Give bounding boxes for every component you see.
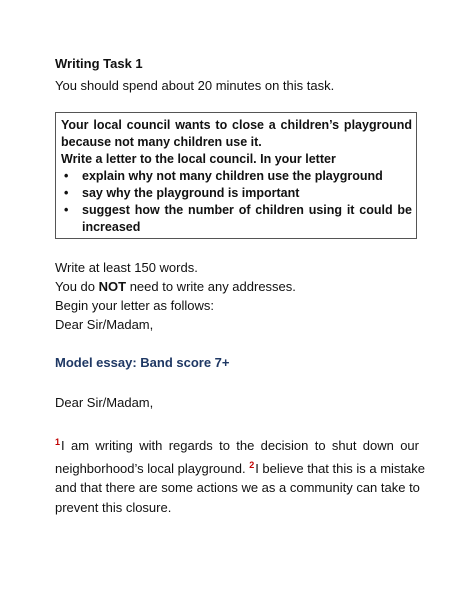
writing-instructions: [55, 258, 296, 334]
prompt-line-1: Your local council wants to close a children’s playground: [61, 118, 412, 132]
task-title: Writing Task 1: [55, 56, 143, 71]
essay-line: [55, 433, 419, 456]
essay-line: [55, 456, 426, 479]
task-prompt-box: [55, 112, 417, 239]
prompt-bullet-item: [61, 185, 412, 202]
prompt-line-3: Write a letter to the local council. In your letter: [61, 152, 336, 166]
prompt-bullet-text: explain why not many children use the playground: [82, 169, 383, 183]
sentence-marker: 1: [55, 437, 61, 447]
prompt-bullet-text: say why the playground is important: [82, 186, 300, 200]
prompt-bullet-list: [61, 168, 412, 236]
addresses-text-pre: You do: [55, 279, 99, 294]
sentence-marker: 2: [249, 459, 255, 470]
essay-line: prevent this closure.: [55, 499, 172, 515]
bullet-icon: •: [64, 203, 69, 217]
essay-line: and that there are some actions we as a community can take to: [55, 480, 420, 495]
task-instruction: You should spend about 20 minutes on this task.: [55, 78, 335, 93]
prompt-line-2: because not many children use it.: [61, 135, 262, 149]
addresses-instruction: [55, 277, 296, 296]
bullet-icon: •: [64, 169, 69, 183]
essay-text: I believe that this is a mistake: [255, 460, 426, 476]
prompt-bullet-item: [61, 168, 412, 185]
essay-paragraph: [55, 433, 426, 517]
min-words-instruction: Write at least 150 words.: [55, 260, 198, 275]
prompt-bullet-text-line-2: increased: [82, 220, 141, 234]
begin-instruction: Begin your letter as follows:: [55, 298, 214, 313]
essay-text: neighborhood’s local playground.: [55, 460, 250, 476]
essay-salutation: Dear Sir/Madam,: [55, 395, 154, 410]
model-essay-heading: Model essay: Band score 7+: [55, 355, 230, 370]
instruction-salutation: Dear Sir/Madam,: [55, 317, 154, 332]
bullet-icon: •: [64, 186, 69, 200]
addresses-not-emphasis: NOT: [98, 279, 127, 294]
prompt-bullet-text-line-1: suggest how the number of children using it could be: [82, 203, 412, 217]
essay-text: I am writing with regards to the decision to shut down our: [61, 438, 419, 453]
prompt-bullet-item: [61, 202, 412, 236]
addresses-text-post: need to write any addresses.: [126, 279, 296, 294]
